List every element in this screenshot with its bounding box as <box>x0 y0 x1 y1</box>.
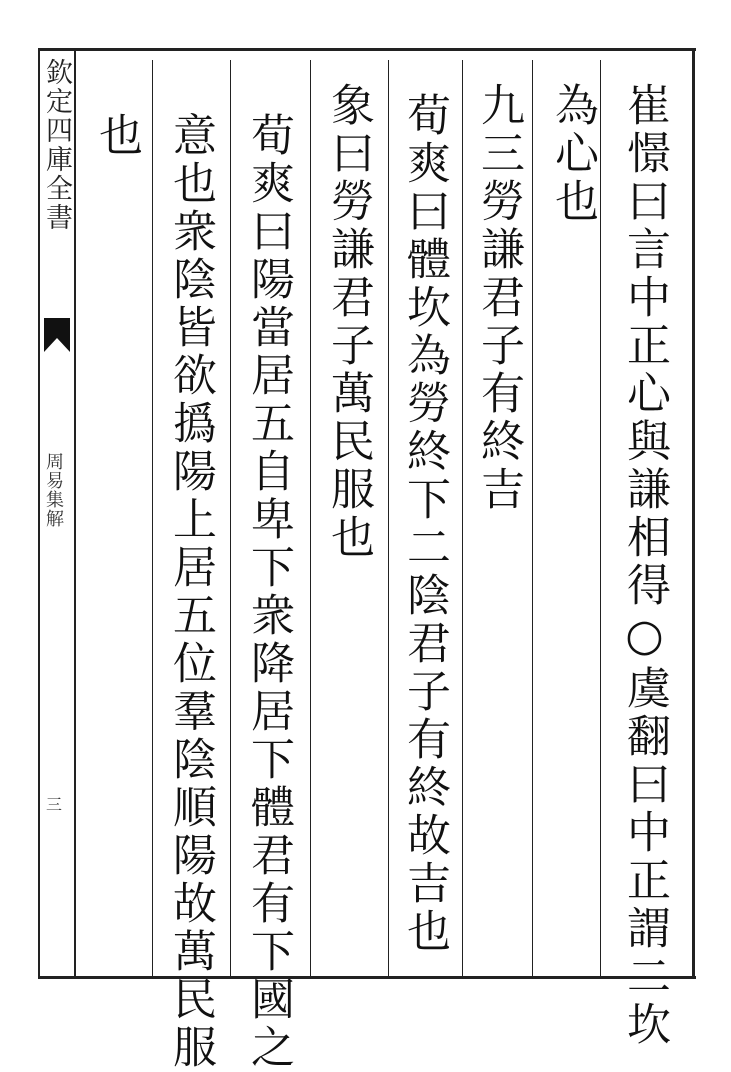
column-divider <box>388 60 389 976</box>
column-divider <box>230 60 231 976</box>
text-column-8: 也 <box>91 112 142 160</box>
series-title: 欽定四庫全書 <box>41 58 72 232</box>
text-column-7: 意也衆陰皆欲撝陽上居五位羣陰順陽故萬民服 <box>165 112 216 1072</box>
right-border <box>692 48 695 979</box>
column-divider <box>600 60 601 976</box>
text-column-2: 為心也 <box>547 82 598 226</box>
text-column-5: 象曰勞謙君子萬民服也 <box>323 82 374 562</box>
gutter-right-border <box>74 48 76 979</box>
book-title: 周易集解 <box>43 452 64 528</box>
text-column-3: 九三勞謙君子有終吉 <box>473 82 524 514</box>
top-border <box>40 48 696 51</box>
fishtail-mark-icon <box>44 318 70 352</box>
page-number: 三 <box>45 795 62 814</box>
text-column-6: 荀爽曰陽當居五自卑下衆降居下體君有下國之 <box>243 112 294 1072</box>
column-divider <box>532 60 533 976</box>
text-column-4: 荀爽曰體坎為勞終下二陰君子有終故吉也 <box>399 92 450 956</box>
column-divider <box>152 60 153 976</box>
column-divider <box>310 60 311 976</box>
text-column-1: 崔憬曰言中正心與謙相得○虞翻曰中正謂二坎 <box>619 82 670 1049</box>
column-divider <box>462 60 463 976</box>
